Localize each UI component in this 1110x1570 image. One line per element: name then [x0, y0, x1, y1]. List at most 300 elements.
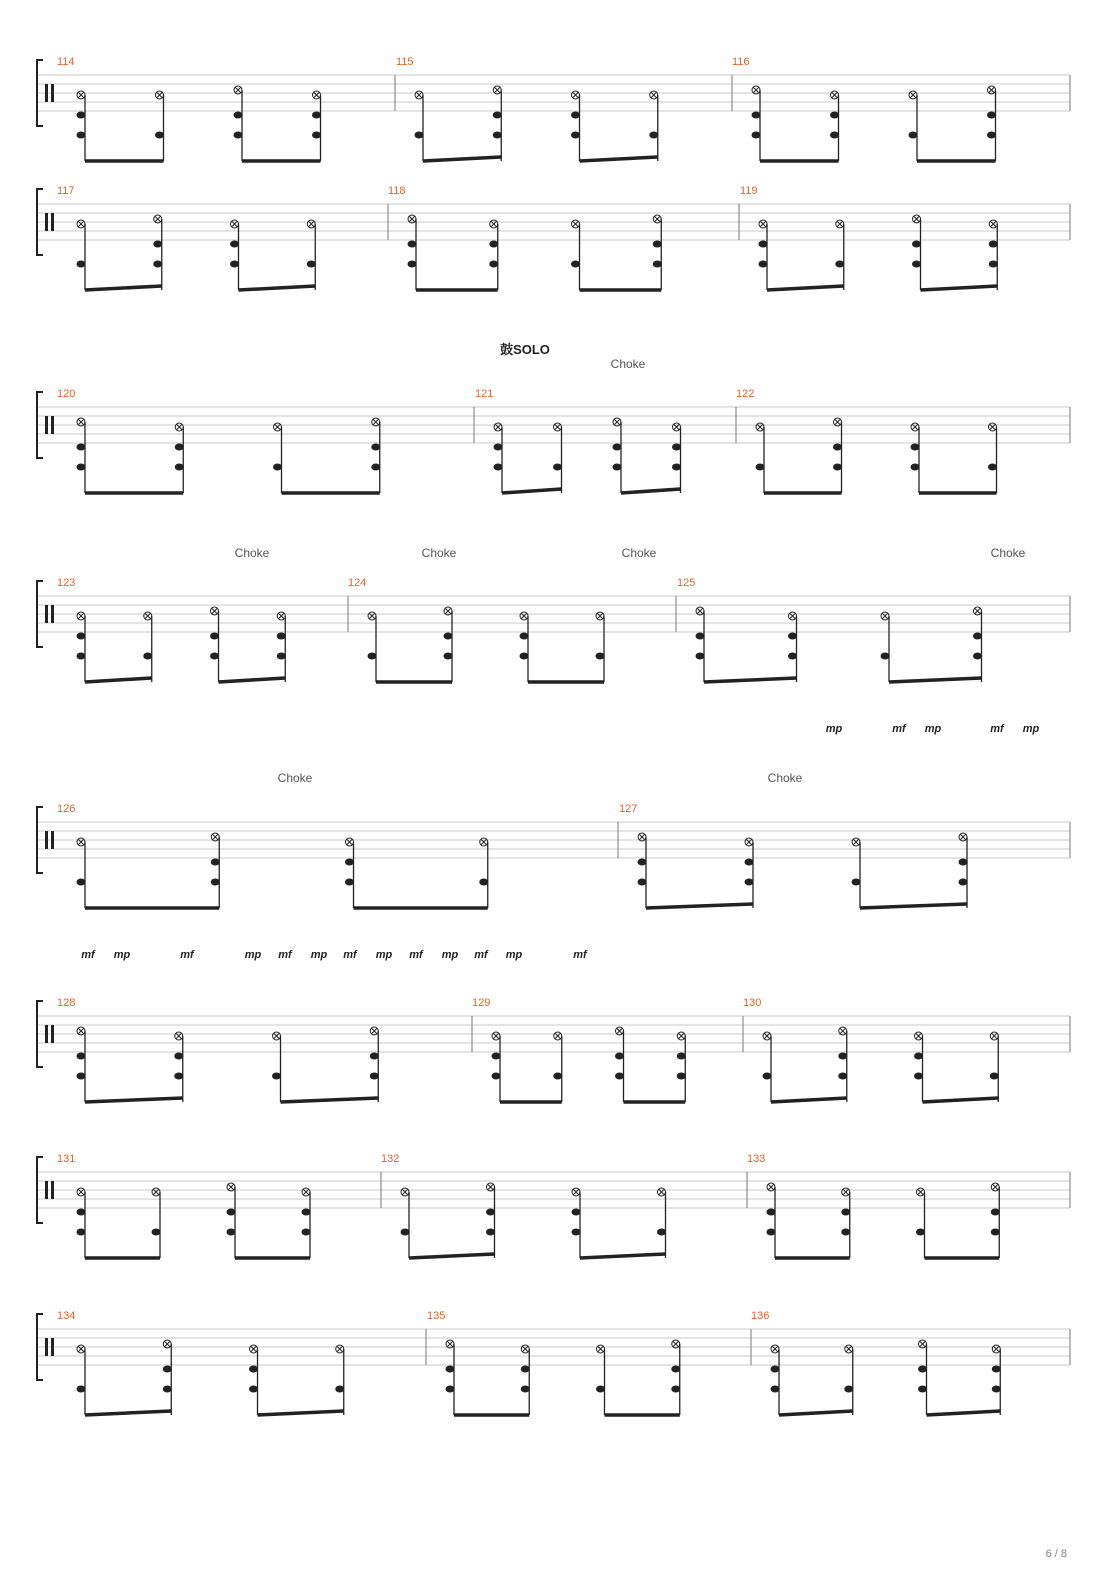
cymbal-note: [989, 423, 997, 431]
page-number: 6 / 8: [1045, 1548, 1067, 1560]
bass-drum-note: [613, 464, 622, 471]
note-group: [401, 1183, 667, 1258]
snare-note: [494, 444, 503, 451]
staff-system: [37, 342, 1070, 493]
snare-note: [521, 1366, 530, 1373]
snare-note: [444, 633, 453, 640]
snare-note: [77, 112, 86, 119]
measure-number: 120: [57, 388, 76, 400]
note-group: [756, 418, 998, 493]
cymbal-note: [274, 423, 282, 431]
note-group: [492, 1027, 686, 1102]
bass-drum-note: [881, 653, 890, 660]
snare-note: [489, 241, 498, 248]
cymbal-note: [302, 1188, 310, 1196]
bass-drum-note: [838, 1073, 847, 1080]
cymbal-note: [572, 91, 580, 99]
note-group: [638, 833, 968, 908]
cymbal-note: [852, 838, 860, 846]
measure-number: 125: [677, 577, 696, 589]
bass-drum-note: [835, 261, 844, 268]
choke-annotation: Choke: [610, 357, 646, 371]
cymbal-note: [346, 838, 354, 846]
bass-drum-note: [914, 1073, 923, 1080]
snare-note: [249, 1366, 258, 1373]
choke-annotation: Choke: [767, 771, 803, 785]
snare-note: [77, 444, 86, 451]
bass-drum-note: [492, 1073, 501, 1080]
bass-drum-note: [833, 464, 842, 471]
note-beam: [921, 286, 998, 290]
bass-drum-note: [227, 1229, 236, 1236]
cymbal-note: [415, 91, 423, 99]
snare-note: [992, 1366, 1001, 1373]
bass-drum-note: [312, 132, 321, 139]
bass-drum-note: [493, 132, 502, 139]
cymbal-note: [494, 423, 502, 431]
bass-drum-note: [408, 261, 417, 268]
percussion-clef-icon: [51, 831, 54, 849]
note-beam: [621, 489, 681, 493]
measure-number: 124: [348, 577, 367, 589]
note-beam: [423, 157, 501, 161]
snare-note: [77, 633, 86, 640]
bass-drum-note: [494, 464, 503, 471]
cymbal-note: [597, 1345, 605, 1353]
percussion-clef-icon: [51, 1338, 54, 1356]
cymbal-note: [152, 1188, 160, 1196]
cymbal-note: [490, 220, 498, 228]
dynamic-marking: mf: [409, 949, 423, 961]
bass-drum-note: [370, 1073, 379, 1080]
note-beam: [779, 1411, 853, 1415]
bass-drum-note: [489, 261, 498, 268]
cymbal-note: [836, 220, 844, 228]
measure-number: 135: [427, 1310, 446, 1322]
bass-drum-note: [77, 132, 86, 139]
cymbal-note: [273, 1032, 281, 1040]
dynamic-marking: mf: [81, 949, 95, 961]
snare-note: [912, 241, 921, 248]
note-beam: [85, 678, 152, 682]
snare-note: [833, 444, 842, 451]
percussion-clef-icon: [45, 605, 48, 623]
bass-drum-note: [830, 132, 839, 139]
cymbal-note: [572, 1188, 580, 1196]
bass-drum-note: [553, 1073, 562, 1080]
cymbal-note: [520, 612, 528, 620]
snare-note: [671, 1366, 680, 1373]
bass-drum-note: [672, 464, 681, 471]
cymbal-note: [368, 612, 376, 620]
bass-drum-note: [345, 879, 354, 886]
note-beam: [85, 1098, 183, 1102]
cymbal-note: [745, 838, 753, 846]
note-beam: [258, 1411, 344, 1415]
bass-drum-note: [163, 1386, 172, 1393]
choke-annotation: Choke: [421, 546, 457, 560]
snare-note: [752, 112, 761, 119]
note-beam: [889, 678, 982, 682]
measure-number: 118: [388, 185, 406, 197]
bass-drum-note: [249, 1386, 258, 1393]
snare-note: [370, 1053, 379, 1060]
measure-number: 133: [747, 1153, 766, 1165]
cymbal-note: [77, 612, 85, 620]
measure-number: 117: [57, 185, 75, 197]
cymbal-note: [480, 838, 488, 846]
bass-drum-note: [852, 879, 861, 886]
measure-number: 130: [743, 997, 762, 1009]
bass-drum-note: [77, 464, 86, 471]
dynamic-marking: mp: [1022, 723, 1040, 735]
bass-drum-note: [767, 1229, 776, 1236]
snare-note: [227, 1209, 236, 1216]
note-group: [767, 1183, 1000, 1258]
dynamic-marking: mf: [278, 949, 292, 961]
note-group: [77, 215, 316, 290]
snare-note: [767, 1209, 776, 1216]
note-beam: [239, 286, 316, 290]
note-group: [771, 1340, 1001, 1415]
bass-drum-note: [446, 1386, 455, 1393]
cymbal-note: [77, 1345, 85, 1353]
bass-drum-note: [572, 1229, 581, 1236]
cymbal-note: [673, 423, 681, 431]
snare-note: [677, 1053, 686, 1060]
measure-number: 132: [381, 1153, 400, 1165]
bass-drum-note: [752, 132, 761, 139]
cymbal-note: [521, 1345, 529, 1353]
dynamic-marking: mf: [892, 723, 906, 735]
snare-note: [234, 112, 243, 119]
cymbal-note: [77, 91, 85, 99]
choke-annotation: Choke: [234, 546, 270, 560]
bass-drum-note: [272, 1073, 281, 1080]
bass-drum-note: [649, 132, 658, 139]
snare-note: [77, 1209, 86, 1216]
snare-note: [486, 1209, 495, 1216]
cymbal-note: [231, 220, 239, 228]
snare-note: [345, 859, 354, 866]
percussion-clef-icon: [51, 1025, 54, 1043]
bass-drum-note: [230, 261, 239, 268]
bass-drum-note: [77, 261, 86, 268]
bass-drum-note: [763, 1073, 772, 1080]
bass-drum-note: [77, 1386, 86, 1393]
snare-note: [174, 1053, 183, 1060]
bass-drum-note: [696, 653, 705, 660]
note-beam: [767, 286, 844, 290]
percussion-clef-icon: [45, 1025, 48, 1043]
measure-number: 134: [57, 1310, 76, 1322]
bass-drum-note: [959, 879, 968, 886]
snare-note: [493, 112, 502, 119]
cymbal-note: [911, 423, 919, 431]
bass-drum-note: [415, 132, 424, 139]
note-beam: [409, 1254, 495, 1258]
cymbal-note: [77, 1188, 85, 1196]
bass-drum-note: [211, 879, 220, 886]
bass-drum-note: [479, 879, 488, 886]
snare-note: [572, 1209, 581, 1216]
cymbal-note: [992, 1345, 1000, 1353]
bass-drum-note: [335, 1386, 344, 1393]
measure-number: 116: [732, 56, 750, 68]
bass-drum-note: [174, 1073, 183, 1080]
bass-drum-note: [771, 1386, 780, 1393]
snare-note: [163, 1366, 172, 1373]
bass-drum-note: [521, 1386, 530, 1393]
staff-system: [37, 1153, 1070, 1258]
note-group: [368, 607, 605, 682]
cymbal-note: [313, 91, 321, 99]
bass-drum-note: [277, 653, 286, 660]
measure-number: 128: [57, 997, 76, 1009]
bass-drum-note: [77, 1229, 86, 1236]
bass-drum-note: [909, 132, 918, 139]
dynamic-marking: mp: [310, 949, 328, 961]
snare-note: [914, 1053, 923, 1060]
snare-note: [492, 1053, 501, 1060]
note-beam: [281, 1098, 379, 1102]
snare-note: [615, 1053, 624, 1060]
bass-drum-note: [745, 879, 754, 886]
section-label: 鼓SOLO: [500, 342, 550, 357]
snare-note: [788, 633, 797, 640]
percussion-clef-icon: [51, 416, 54, 434]
cymbal-note: [596, 612, 604, 620]
staff-system: [37, 546, 1070, 735]
bass-drum-note: [444, 653, 453, 660]
measure-number: 123: [57, 577, 76, 589]
snare-note: [696, 633, 705, 640]
bass-drum-note: [987, 132, 996, 139]
measure-number: 122: [736, 388, 755, 400]
bass-drum-note: [401, 1229, 410, 1236]
cymbal-note: [175, 1032, 183, 1040]
bass-drum-note: [596, 653, 605, 660]
cymbal-note: [915, 1032, 923, 1040]
snare-note: [841, 1209, 850, 1216]
note-group: [77, 833, 489, 908]
dynamic-marking: mp: [505, 949, 523, 961]
percussion-clef-icon: [51, 1181, 54, 1199]
measure-number: 131: [57, 1153, 76, 1165]
dynamic-marking: mp: [244, 949, 262, 961]
cymbal-note: [917, 1188, 925, 1196]
percussion-clef-icon: [45, 1181, 48, 1199]
bass-drum-note: [916, 1229, 925, 1236]
bass-drum-note: [175, 464, 184, 471]
snare-note: [277, 633, 286, 640]
staff-system: [37, 56, 1070, 161]
note-group: [752, 86, 997, 161]
note-beam: [927, 1411, 1001, 1415]
staff-system: [37, 185, 1070, 290]
percussion-clef-icon: [51, 84, 54, 102]
snare-note: [838, 1053, 847, 1060]
cymbal-note: [989, 220, 997, 228]
bass-drum-note: [273, 464, 282, 471]
snare-note: [175, 444, 184, 451]
bass-drum-note: [155, 132, 164, 139]
cymbal-note: [658, 1188, 666, 1196]
bass-drum-note: [992, 1386, 1001, 1393]
cymbal-note: [677, 1032, 685, 1040]
snare-note: [408, 241, 417, 248]
snare-note: [210, 633, 219, 640]
bass-drum-note: [234, 132, 243, 139]
cymbal-note: [77, 220, 85, 228]
cymbal-note: [554, 423, 562, 431]
bass-drum-note: [989, 261, 998, 268]
cymbal-note: [336, 1345, 344, 1353]
note-group: [408, 215, 662, 290]
snare-note: [153, 241, 162, 248]
snare-note: [312, 112, 321, 119]
cymbal-note: [881, 612, 889, 620]
cymbal-note: [492, 1032, 500, 1040]
note-group: [494, 418, 682, 493]
note-group: [446, 1340, 681, 1415]
percussion-clef-icon: [51, 605, 54, 623]
bass-drum-note: [788, 653, 797, 660]
percussion-clef-icon: [45, 416, 48, 434]
cymbal-note: [175, 423, 183, 431]
cymbal-note: [144, 612, 152, 620]
bass-drum-note: [841, 1229, 850, 1236]
bass-drum-note: [615, 1073, 624, 1080]
cymbal-note: [845, 1345, 853, 1353]
cymbal-note: [307, 220, 315, 228]
cymbal-note: [831, 91, 839, 99]
bass-drum-note: [677, 1073, 686, 1080]
snare-note: [77, 1053, 86, 1060]
percussion-clef-icon: [51, 213, 54, 231]
snare-note: [918, 1366, 927, 1373]
percussion-clef-icon: [45, 831, 48, 849]
note-group: [77, 607, 286, 682]
cymbal-note: [650, 91, 658, 99]
bass-drum-note: [143, 653, 152, 660]
cymbal-note: [789, 612, 797, 620]
note-group: [696, 607, 983, 682]
bass-drum-note: [988, 464, 997, 471]
dynamic-marking: mp: [375, 949, 393, 961]
snare-note: [230, 241, 239, 248]
bass-drum-note: [571, 132, 580, 139]
note-group: [415, 86, 659, 161]
dynamic-marking: mf: [343, 949, 357, 961]
measure-number: 115: [396, 56, 414, 68]
snare-note: [672, 444, 681, 451]
cymbal-note: [842, 1188, 850, 1196]
bass-drum-note: [759, 261, 768, 268]
snare-note: [613, 444, 622, 451]
dynamic-marking: mp: [441, 949, 459, 961]
bass-drum-note: [671, 1386, 680, 1393]
dynamic-marking: mf: [474, 949, 488, 961]
snare-note: [959, 859, 968, 866]
bass-drum-note: [990, 1073, 999, 1080]
snare-note: [653, 241, 662, 248]
snare-note: [771, 1366, 780, 1373]
measure-number: 136: [751, 1310, 770, 1322]
note-beam: [85, 286, 162, 290]
measure-number: 121: [475, 388, 494, 400]
bass-drum-note: [596, 1386, 605, 1393]
staff-system: [37, 1310, 1070, 1415]
cymbal-note: [909, 91, 917, 99]
bass-drum-note: [973, 653, 982, 660]
note-group: [77, 86, 322, 161]
note-beam: [219, 678, 286, 682]
measure-number: 127: [619, 803, 638, 815]
bass-drum-note: [638, 879, 647, 886]
bass-drum-note: [756, 464, 765, 471]
cymbal-note: [250, 1345, 258, 1353]
note-beam: [860, 904, 967, 908]
bass-drum-note: [653, 261, 662, 268]
choke-annotation: Choke: [990, 546, 1026, 560]
snare-note: [911, 444, 920, 451]
note-beam: [502, 489, 562, 493]
percussion-clef-icon: [45, 84, 48, 102]
staff-system: [37, 771, 1070, 961]
bass-drum-note: [302, 1229, 311, 1236]
cymbal-note: [277, 612, 285, 620]
bass-drum-note: [77, 879, 86, 886]
percussion-clef-icon: [45, 213, 48, 231]
staff-system: [37, 997, 1070, 1102]
note-beam: [580, 1254, 666, 1258]
note-beam: [580, 157, 658, 161]
snare-note: [520, 633, 529, 640]
cymbal-note: [77, 838, 85, 846]
measure-number: 119: [740, 185, 758, 197]
snare-note: [759, 241, 768, 248]
note-beam: [85, 1411, 171, 1415]
note-beam: [771, 1098, 847, 1102]
bass-drum-note: [657, 1229, 666, 1236]
dynamic-marking: mp: [825, 723, 843, 735]
bass-drum-note: [307, 261, 316, 268]
dynamic-marking: mp: [924, 723, 942, 735]
snare-note: [446, 1366, 455, 1373]
note-beam: [704, 678, 797, 682]
bass-drum-note: [371, 464, 380, 471]
snare-note: [991, 1209, 1000, 1216]
measure-number: 114: [57, 56, 75, 68]
snare-note: [989, 241, 998, 248]
bass-drum-note: [153, 261, 162, 268]
bass-drum-note: [210, 653, 219, 660]
bass-drum-note: [991, 1229, 1000, 1236]
snare-note: [987, 112, 996, 119]
measure-number: 129: [472, 997, 491, 1009]
bass-drum-note: [912, 261, 921, 268]
bass-drum-note: [77, 653, 86, 660]
choke-annotation: Choke: [277, 771, 313, 785]
cymbal-note: [401, 1188, 409, 1196]
cymbal-note: [771, 1345, 779, 1353]
dynamic-marking: mp: [113, 949, 131, 961]
cymbal-note: [572, 220, 580, 228]
note-group: [759, 215, 998, 290]
bass-drum-note: [77, 1073, 86, 1080]
cymbal-note: [554, 1032, 562, 1040]
